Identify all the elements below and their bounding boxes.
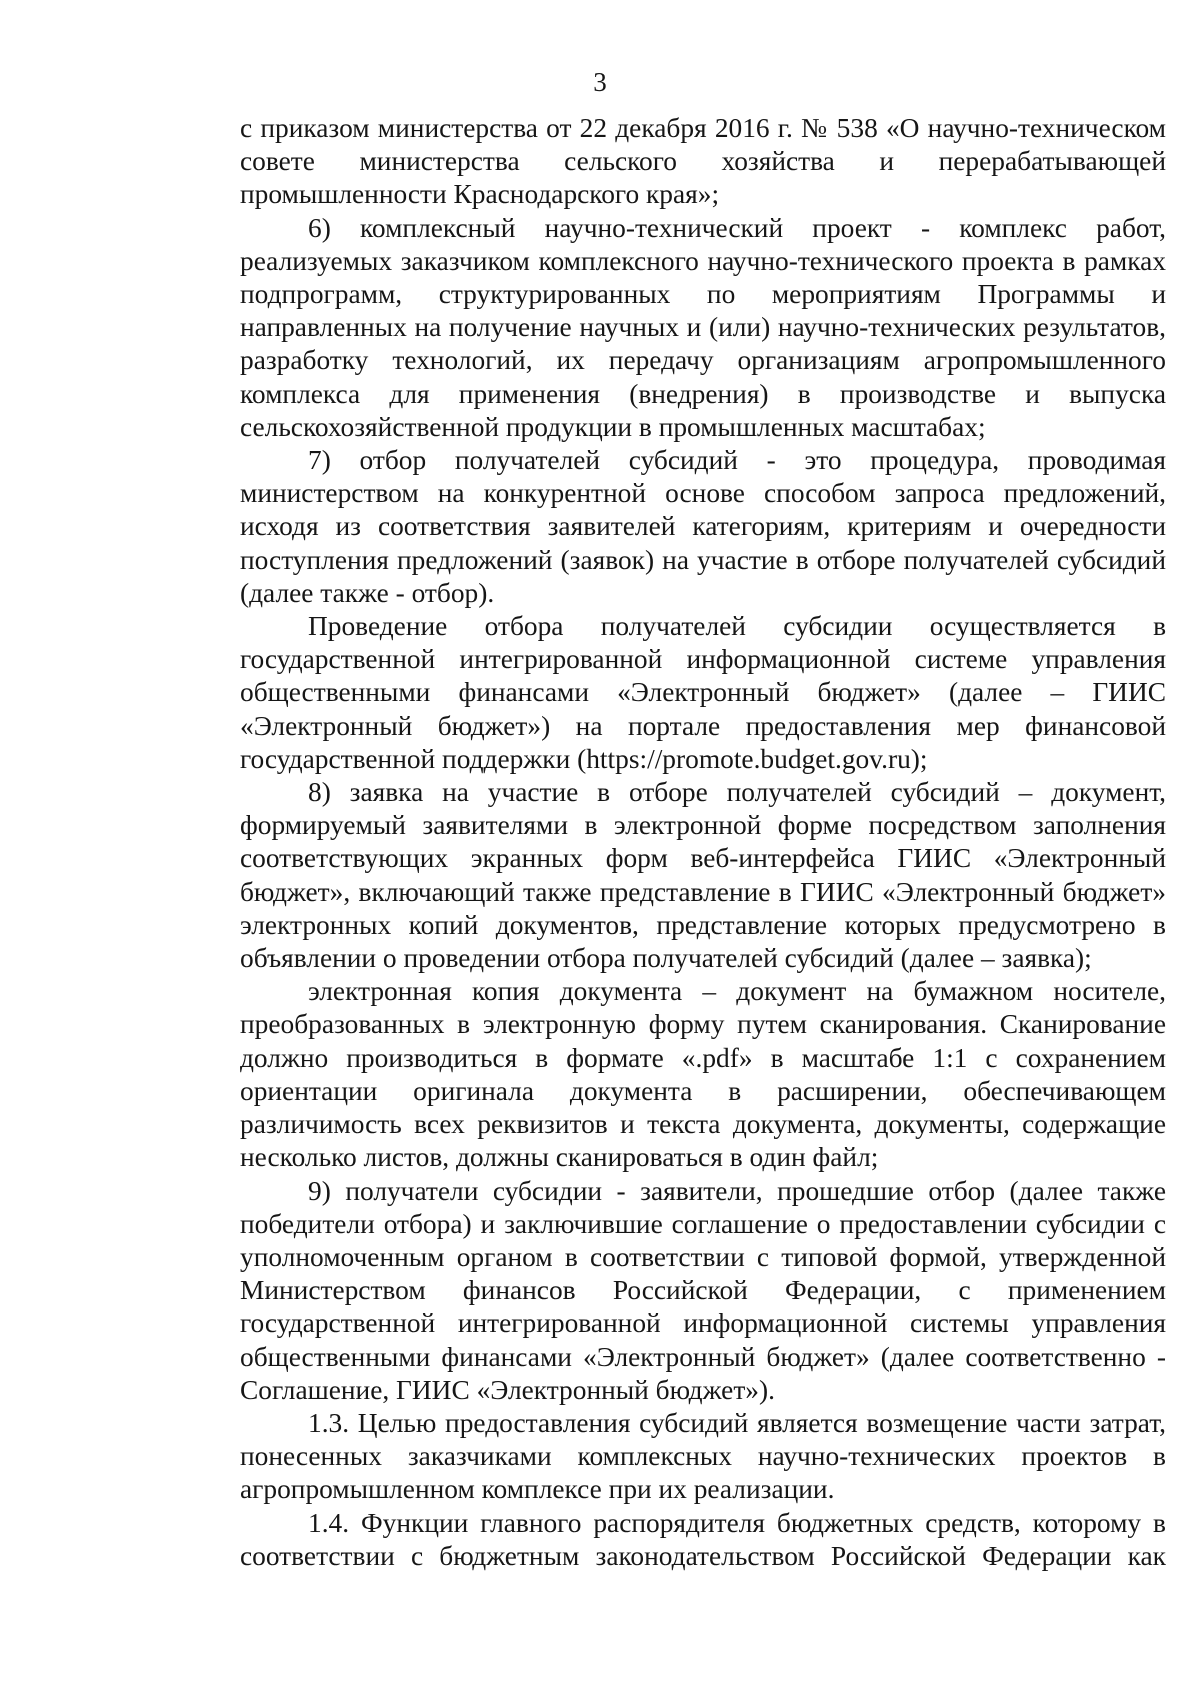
paragraph-electronic-copy: электронная копия документа – документ на бумажном носителе, преобразованных в электронную форму путем сканирования. Сканирование должно производиться в формате «.pdf» в масштабе 1:1 с сохранением ориентации оригинала документа в расширении, обеспечивающем различимость всех реквизитов и текста документа, документы, содержащие несколько листов, должны сканироваться в один файл; [240,976,1166,1173]
paragraph-1-3-purpose: 1.3. Целью предоставления субсидий является возмещение части затрат, понесенных заказчиками комплексных научно-технических проектов в агропромышленном комплексе при их реализации. [240,1407,1166,1505]
paragraph-1-4-functions: 1.4. Функции главного распорядителя бюджетных средств, которому в соответствии с бюджетным законодательством Российской Федерации как [240,1507,1166,1571]
paragraph-order-reference: с приказом министерства от 22 декабря 2016 г. № 538 «О научно-техническом совете министерства сельского хозяйства и перерабатывающей промышленности Краснодарского края»; [240,113,1166,210]
paragraph-item-9-recipients: 9) получатели субсидии - заявители, прошедшие отбор (далее также победители отбора) и заключившие соглашение о предоставлении субсидии с уполномоченным органом в соответствии с типовой формой, утвержденной Министерством финансов Российской Федерации, с применением государственной интегрированной информационной системы управления общественными финансами «Электронный бюджет» (далее соответственно - Соглашение, ГИИС «Электронный бюджет»). [240,1175,1166,1405]
paragraph-item-6-complex-project: 6) комплексный научно-технический проект - комплекс работ, реализуемых заказчиком комплексного научно-технического проекта в рамках подпрограмм, структурированных по мероприятиям Программы и направленных на получение научных и (или) научно-технических результатов, разработку технологий, их передачу организациям агропромышленного комплекса для применения (внедрения) в производстве и выпуска сельскохозяйственной продукции в промышленных масштабах; [240,212,1166,442]
document-body [240,112,1166,1573]
paragraph-item-7-subsidy-selection: 7) отбор получателей субсидий - это процедура, проводимая министерством на конкурентной основе способом запроса предложений, исходя из соответствия заявителей категориям, критериям и очередности поступления предложений (заявок) на участие в отборе получателей субсидий (далее также - отбор). [240,445,1166,608]
paragraph-item-8-application: 8) заявка на участие в отборе получателей субсидий – документ, формируемый заявителями в электронной форме посредством заполнения соответствующих экранных форм веб-интерфейса ГИИС «Электронный бюджет», включающий также представление в ГИИС «Электронный бюджет» электронных копий документов, представление которых предусмотрено в объявлении о проведении отбора получателей субсидий (далее – заявка); [240,777,1166,974]
page-number: 3 [593,67,607,97]
paragraph-selection-procedure: Проведение отбора получателей субсидии осуществляется в государственной интегрированной информационной системе управления общественными финансами «Электронный бюджет» (далее – ГИИС «Электронный бюджет») на портале предоставления мер финансовой государственной поддержки (https://promote.budget.gov.ru); [240,611,1166,774]
